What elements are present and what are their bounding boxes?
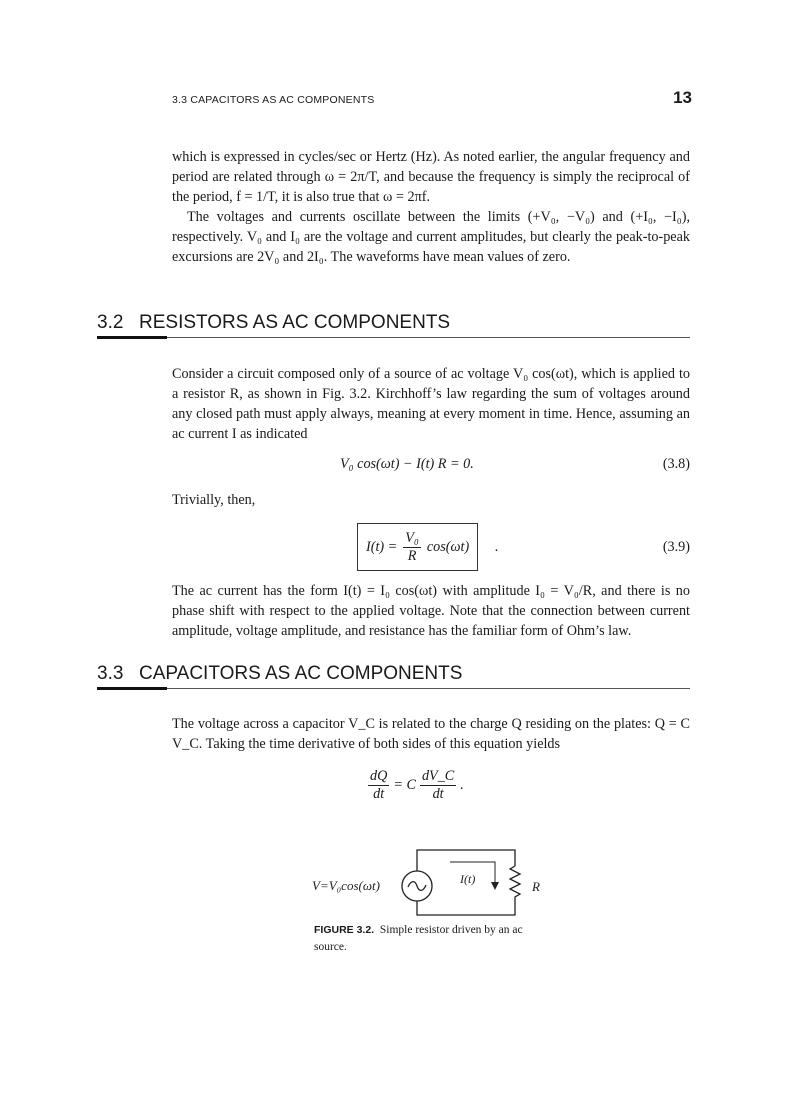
dvc-dt-fraction [420, 768, 456, 803]
eq39-rhs: cos(ωt) [426, 538, 470, 555]
top-wire [417, 850, 515, 871]
section-heading-3-3 [97, 663, 690, 685]
eq39-numerator: V₀ [405, 529, 419, 546]
caption-label: FIGURE 3.2. [314, 924, 375, 936]
section-3-2-paragraph-1 [172, 364, 690, 444]
figure-3-2-circuit [300, 838, 560, 922]
dvc-numerator: dV_C [421, 768, 455, 784]
section-title: CAPACITORS AS AC COMPONENTS [139, 663, 463, 684]
section-title: RESISTORS AS AC COMPONENTS [139, 312, 451, 333]
section-rule-accent [97, 336, 167, 339]
equation-3-9-box [357, 523, 478, 571]
intro-text [172, 147, 690, 267]
dq-numerator: dQ [370, 768, 388, 784]
paragraph-text: The voltage across a capacitor V_C is related to the charge Q residing on the plates: Q = C V_C. Taking the time derivative of both sides of this equation yields [172, 716, 690, 752]
eq39-period: . [495, 539, 499, 555]
equals-c: = C [393, 777, 416, 793]
section-rule [97, 337, 690, 338]
resistor-icon [510, 866, 520, 900]
ac-source-icon [402, 871, 432, 901]
trivially-text [172, 490, 690, 510]
paragraph-text: The ac current has the form I(t) = I₀ cos(ωt) with amplitude I₀ = V₀/R, and there is no phase shift with respect to the applied voltage. Note that the connection between current amplitude, voltage amplitude, and resistance has the familiar form of Ohm’s law. [172, 583, 690, 639]
dt-denominator-2: dt [432, 786, 444, 802]
eq39-lhs: I(t) = [366, 538, 398, 555]
dq-dt-fraction [368, 768, 389, 803]
section-heading-3-2 [97, 312, 690, 334]
section-number: 3.2 [97, 312, 124, 333]
section-3-3-paragraph-1 [172, 714, 690, 754]
equation-number-3-9: (3.9) [662, 539, 690, 555]
intro-paragraph-2: The voltages and currents oscillate between the limits (+V₀, −V₀) and (+I₀, −I₀), respectively. V₀ and I₀ are the voltage and current amplitudes, but clearly the peak-to-peak excursions are 2V₀ and 2I₀. The waveforms have mean values of zero. [172, 209, 690, 265]
intro-paragraph-1: which is expressed in cycles/sec or Hertz (Hz). As noted earlier, the angular frequency and period are related through ω = 2π/T, and because the frequency is simply the reciprocal of the period, f = 1/T, it is also true that ω = 2πf. [172, 149, 690, 205]
current-label: I(t) [460, 872, 476, 886]
figure-caption [314, 922, 546, 956]
section-rule-accent [97, 687, 167, 690]
dt-denominator: dt [373, 786, 385, 802]
caption-text: Simple resistor driven by an ac source. [314, 924, 523, 953]
section-number: 3.3 [97, 663, 124, 684]
source-label: V=V₀cos(ωt) [312, 878, 380, 893]
equation-number-3-8: (3.8) [662, 456, 690, 472]
equation-3-8: V₀ cos(ωt) − I(t) R = 0. [340, 456, 474, 472]
bottom-wire [417, 900, 515, 915]
paragraph-text: Consider a circuit composed only of a source of ac voltage V₀ cos(ωt), which is applied to a resistor R, as shown in Fig. 3.2. Kirchhoff’s law regarding the sum of voltages around any closed path must apply always, meaning at every moment in time. Hence, assuming an ac current I as indicated [172, 366, 690, 442]
current-arrow-icon [491, 882, 499, 890]
page-number: 13 [673, 88, 692, 107]
eq-period: . [460, 777, 464, 793]
eq39-denominator: R [407, 547, 417, 564]
section-rule [97, 688, 690, 689]
eq39-fraction [403, 530, 421, 565]
resistor-label: R [532, 879, 540, 894]
running-header: 3.3 CAPACITORS AS AC COMPONENTS [172, 94, 375, 106]
derivative-equation [368, 768, 464, 803]
section-3-2-paragraph-2 [172, 581, 690, 641]
paragraph-text: Trivially, then, [172, 492, 256, 508]
